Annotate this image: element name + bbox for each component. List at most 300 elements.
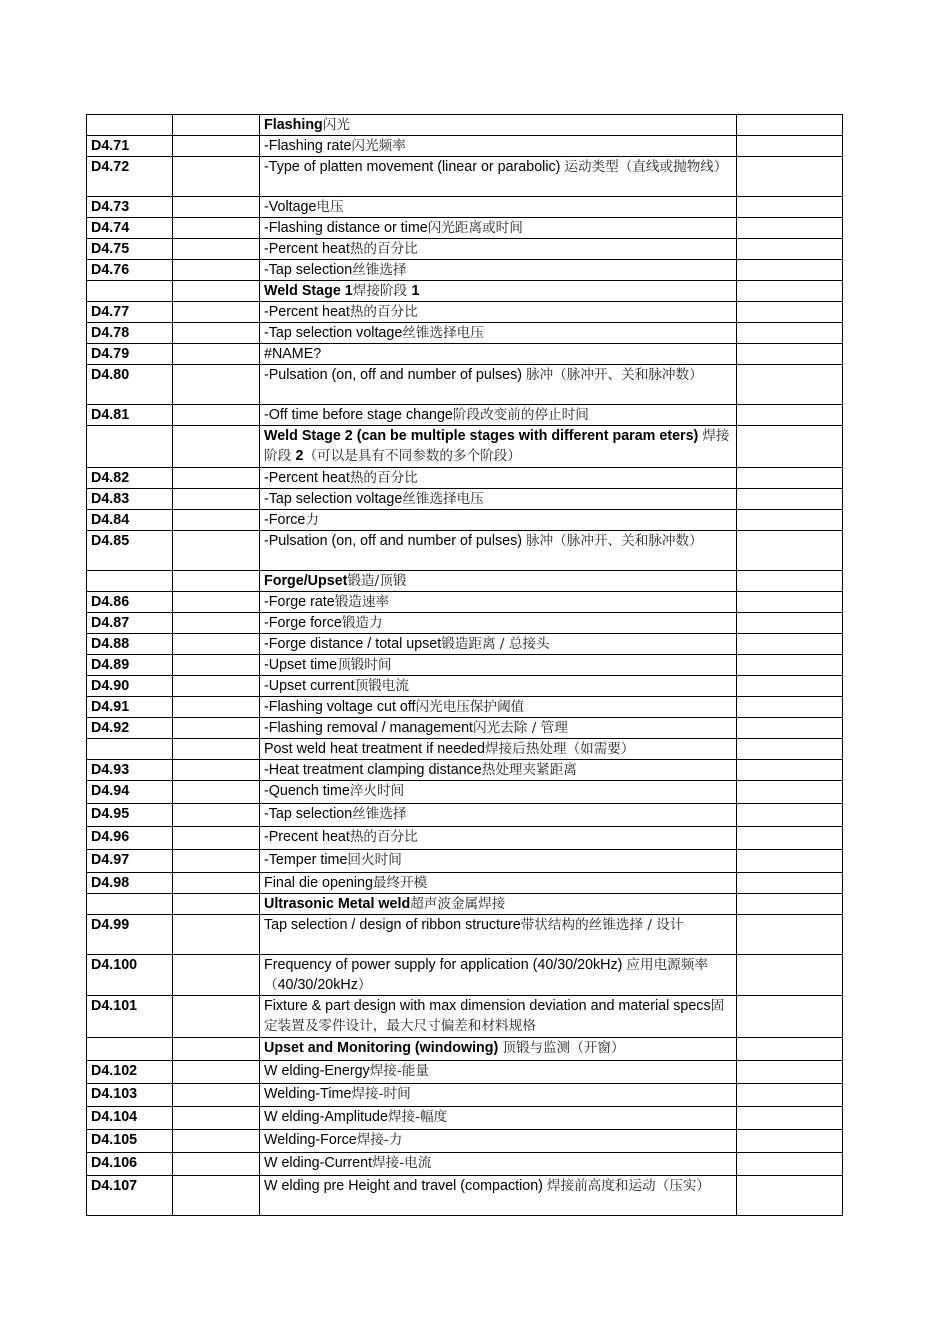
chinese-text: 热的百分比 [349,470,418,486]
item-code [87,1038,173,1061]
english-text: -Flashing removal / management [264,720,473,736]
empty-cell [737,827,843,850]
empty-cell [737,697,843,718]
item-code: D4.81 [87,405,173,426]
empty-cell [173,115,260,136]
empty-cell [173,613,260,634]
chinese-text: （可以是具有不同参数的多个阶段） [303,448,521,464]
item-description [260,323,737,344]
chinese-text: 丝锥选择电压 [402,325,484,341]
table-row [87,613,843,634]
english-text: Flashing [264,117,323,133]
english-text: -Flashing distance or time [264,220,428,236]
item-description [260,894,737,915]
table-row [87,850,843,873]
english-text: Welding-Time [264,1086,352,1102]
empty-cell [173,915,260,955]
item-description [260,760,737,781]
english-text: -Tap selection [264,262,353,278]
item-code: D4.96 [87,827,173,850]
empty-cell [737,1153,843,1176]
requirements-table [86,114,843,1216]
chinese-text: 最终开模 [372,875,428,891]
english-text: -Type of platten movement (linear or parabolic) [264,159,565,175]
chinese-text: 锻造速率 [334,594,390,610]
english-text: -Flashing rate [264,138,352,154]
empty-cell [173,323,260,344]
item-code: D4.99 [87,915,173,955]
english-text: -Heat treatment clamping distance [264,762,482,778]
empty-cell [173,344,260,365]
chinese-text: 顶锻时间 [337,657,392,673]
item-description [260,850,737,873]
empty-cell [173,804,260,827]
empty-cell [737,894,843,915]
empty-cell [737,365,843,405]
table-row [87,218,843,239]
english-text: Upset and Monitoring (windowing) [264,1040,503,1056]
item-description [260,827,737,850]
table-row [87,592,843,613]
english-text: -Forge distance / total upset [264,636,442,652]
item-description [260,739,737,760]
english-text: #NAME? [264,346,322,362]
table-row [87,894,843,915]
item-code: D4.97 [87,850,173,873]
english-text: Post weld heat treatment if needed [264,741,485,757]
empty-cell [173,197,260,218]
item-description [260,697,737,718]
empty-cell [173,531,260,571]
item-description [260,996,737,1038]
table-row [87,157,843,197]
item-description [260,531,737,571]
english-text: Ultrasonic Metal weld [264,896,411,912]
english-text: Welding-Force [264,1132,357,1148]
item-code: D4.91 [87,697,173,718]
table-row [87,1130,843,1153]
chinese-text: 闪光距离或时间 [427,220,523,236]
item-code: D4.78 [87,323,173,344]
english-text: -Forge rate [264,594,335,610]
chinese-text: 闪光频率 [351,138,406,154]
table-row [87,955,843,996]
item-code: D4.71 [87,136,173,157]
chinese-text: 应用电源频率（ [264,957,708,993]
item-code: D4.98 [87,873,173,894]
empty-cell [737,718,843,739]
empty-cell [173,655,260,676]
chinese-text: 顶锻电流 [354,678,409,694]
chinese-text: 顶锻与监测（开窗） [502,1040,625,1056]
item-description [260,634,737,655]
english-text: -Pulsation (on, off and number of pulses) [264,533,526,549]
item-code: D4.82 [87,468,173,489]
table-row [87,781,843,804]
table-row [87,697,843,718]
empty-cell [737,676,843,697]
empty-cell [173,405,260,426]
empty-cell [737,136,843,157]
empty-cell [173,634,260,655]
item-description [260,281,737,302]
english-text: -Upset time [264,657,338,673]
item-code: D4.107 [87,1176,173,1216]
empty-cell [737,760,843,781]
item-code: D4.73 [87,197,173,218]
table-row [87,344,843,365]
empty-cell [173,827,260,850]
empty-cell [173,468,260,489]
item-description [260,655,737,676]
item-code: D4.92 [87,718,173,739]
empty-cell [173,489,260,510]
item-description [260,239,737,260]
empty-cell [737,915,843,955]
english-text: -Upset current [264,678,355,694]
english-text: Frequency of power supply for application (40/30/20kHz) [264,957,627,973]
empty-cell [737,1038,843,1061]
english-text: -Pulsation (on, off and number of pulses) [264,367,526,383]
item-description [260,1038,737,1061]
table-row [87,531,843,571]
english-text: -Tap selection voltage [264,491,403,507]
empty-cell [173,955,260,996]
english-text: -Percent heat [264,241,350,257]
chinese-text: 焊接阶段 [352,283,412,299]
item-code: D4.89 [87,655,173,676]
item-code: D4.95 [87,804,173,827]
empty-cell [173,676,260,697]
chinese-text: 热的百分比 [349,241,418,257]
english-text: -Tap selection voltage [264,325,403,341]
table-row [87,197,843,218]
chinese-text: 焊接-幅度 [387,1109,448,1125]
chinese-text: 闪光 [322,117,350,133]
empty-cell [173,1038,260,1061]
english-text: Final die opening [264,875,373,891]
item-code: D4.93 [87,760,173,781]
empty-cell [173,850,260,873]
chinese-text: ） [357,977,372,993]
table-row [87,760,843,781]
item-description [260,344,737,365]
chinese-text: 丝锥选择 [352,262,407,278]
item-code: D4.77 [87,302,173,323]
chinese-text: 热处理夹紧距离 [481,762,577,778]
empty-cell [737,571,843,592]
chinese-text: 带状结构的丝锥选择 / 设计 [520,917,684,933]
empty-cell [737,655,843,676]
empty-cell [737,239,843,260]
empty-cell [737,344,843,365]
item-description [260,1084,737,1107]
english-text: Tap selection / design of ribbon structure [264,917,521,933]
item-code: D4.74 [87,218,173,239]
table-row [87,281,843,302]
item-description [260,510,737,531]
empty-cell [173,739,260,760]
empty-cell [173,1153,260,1176]
item-code [87,426,173,468]
english-text: -Tap selection [264,806,353,822]
table-row [87,873,843,894]
english-text: W elding-Amplitude [264,1109,388,1125]
chinese-text: 焊接-时间 [351,1086,411,1102]
table-row [87,302,843,323]
empty-cell [737,634,843,655]
english-text: W elding-Energy [264,1063,370,1079]
empty-cell [737,996,843,1038]
item-code: D4.106 [87,1153,173,1176]
empty-cell [737,613,843,634]
item-description [260,136,737,157]
chinese-text: 锻造/顶锻 [347,573,407,589]
item-code: D4.86 [87,592,173,613]
empty-cell [737,850,843,873]
empty-cell [737,1084,843,1107]
empty-cell [737,873,843,894]
chinese-text: 闪光去除 / 管理 [473,720,568,736]
item-description [260,592,737,613]
empty-cell [173,1107,260,1130]
item-description [260,197,737,218]
item-code [87,571,173,592]
chinese-text: 淬火时间 [349,783,405,799]
item-code: D4.102 [87,1061,173,1084]
item-code: D4.100 [87,955,173,996]
chinese-text: 脉冲（脉冲开、关和脉冲数） [526,533,703,549]
empty-cell [173,218,260,239]
table-row [87,1176,843,1216]
table-row [87,1084,843,1107]
empty-cell [173,136,260,157]
table-row [87,405,843,426]
empty-cell [737,592,843,613]
item-code: D4.72 [87,157,173,197]
chinese-text: 锻造距离 / 总接头 [441,636,550,652]
item-description [260,676,737,697]
item-description [260,157,737,197]
chinese-text: 运动类型（直线或抛物线） [564,159,728,175]
empty-cell [737,115,843,136]
item-description [260,1107,737,1130]
table-row [87,510,843,531]
english-text: Weld Stage 2 (can be multiple stages with different param eters) [264,428,703,444]
english-text: W elding-Current [264,1155,373,1171]
table-row [87,634,843,655]
empty-cell [173,1130,260,1153]
empty-cell [173,1061,260,1084]
table-row [87,1061,843,1084]
item-code: D4.90 [87,676,173,697]
table-row [87,239,843,260]
english-text: -Temper time [264,852,348,868]
item-description [260,915,737,955]
english-text: W elding pre Height and travel (compaction) [264,1178,547,1194]
empty-cell [737,1107,843,1130]
empty-cell [173,260,260,281]
table-row [87,676,843,697]
empty-cell [173,571,260,592]
english-text: -Forge force [264,615,342,631]
item-code: D4.79 [87,344,173,365]
empty-cell [737,426,843,468]
empty-cell [737,281,843,302]
empty-cell [737,489,843,510]
empty-cell [737,468,843,489]
english-text: Fixture & part design with max dimension deviation and material specs [264,998,711,1014]
chinese-text: 焊接-力 [356,1132,403,1148]
chinese-text: 阶段改变前的停止时间 [452,407,589,423]
empty-cell [737,1130,843,1153]
table-row [87,323,843,344]
item-description [260,489,737,510]
empty-cell [737,157,843,197]
item-description [260,718,737,739]
item-code: D4.76 [87,260,173,281]
chinese-text: 脉冲（脉冲开、关和脉冲数） [526,367,703,383]
empty-cell [173,302,260,323]
table-row [87,655,843,676]
item-code [87,894,173,915]
empty-cell [737,302,843,323]
table-row [87,489,843,510]
empty-cell [737,739,843,760]
item-description [260,302,737,323]
chinese-text: 力 [305,512,319,528]
empty-cell [737,531,843,571]
empty-cell [737,955,843,996]
empty-cell [173,592,260,613]
empty-cell [173,426,260,468]
table-row [87,804,843,827]
empty-cell [173,781,260,804]
item-description [260,804,737,827]
empty-cell [173,718,260,739]
empty-cell [737,197,843,218]
english-text: 40/30/20kHz [277,977,358,993]
table-row [87,115,843,136]
empty-cell [737,218,843,239]
empty-cell [173,760,260,781]
table-row [87,1153,843,1176]
empty-cell [173,697,260,718]
english-text: -Quench time [264,783,350,799]
english-text: -Percent heat [264,470,350,486]
item-code: D4.105 [87,1130,173,1153]
english-text: -Precent heat [264,829,350,845]
table-row [87,996,843,1038]
item-code: D4.83 [87,489,173,510]
english-text: Forge/Upset [264,573,348,589]
empty-cell [173,894,260,915]
english-text: -Force [264,512,306,528]
table-row [87,718,843,739]
chinese-text: 电压 [316,199,344,215]
table-row [87,136,843,157]
table-body [87,115,843,1216]
table-row [87,1107,843,1130]
item-code: D4.87 [87,613,173,634]
chinese-text: 丝锥选择 [352,806,407,822]
item-description [260,1130,737,1153]
item-description [260,115,737,136]
empty-cell [737,323,843,344]
chinese-text: 热的百分比 [349,829,418,845]
item-description [260,365,737,405]
empty-cell [737,1061,843,1084]
chinese-text: 焊接阶段 [264,428,730,464]
empty-cell [173,1176,260,1216]
empty-cell [737,260,843,281]
english-text: -Percent heat [264,304,350,320]
empty-cell [173,996,260,1038]
chinese-text: 闪光电压保护阈值 [415,699,525,715]
item-description [260,260,737,281]
item-description [260,405,737,426]
item-code: D4.84 [87,510,173,531]
empty-cell [737,510,843,531]
empty-cell [173,157,260,197]
item-description [260,1176,737,1216]
table-row [87,1038,843,1061]
table-row [87,260,843,281]
item-code: D4.94 [87,781,173,804]
item-description [260,873,737,894]
chinese-text: 热的百分比 [349,304,418,320]
empty-cell [173,281,260,302]
table-row [87,426,843,468]
item-code: D4.85 [87,531,173,571]
chinese-text: 超声波金属焊接 [410,896,506,912]
chinese-text: 锻造力 [341,615,383,631]
chinese-text: 焊接-能量 [369,1063,429,1079]
item-description [260,1153,737,1176]
table-row [87,468,843,489]
item-code [87,281,173,302]
empty-cell [737,405,843,426]
chinese-text: 焊接-电流 [372,1155,432,1171]
chinese-text: 丝锥选择电压 [402,491,484,507]
empty-cell [173,510,260,531]
item-description [260,571,737,592]
english-text: -Flashing voltage cut off [264,699,416,715]
empty-cell [737,804,843,827]
english-text: -Off time before stage change [264,407,453,423]
item-code: D4.75 [87,239,173,260]
table-row [87,571,843,592]
english-text: 1 [411,283,420,299]
english-text: -Voltage [264,199,317,215]
item-code: D4.103 [87,1084,173,1107]
item-description [260,218,737,239]
item-description [260,781,737,804]
empty-cell [173,873,260,894]
empty-cell [173,365,260,405]
item-code: D4.101 [87,996,173,1038]
item-code: D4.80 [87,365,173,405]
chinese-text: 固定装置及零件设计，最大尺寸偏差和材料规格 [264,998,725,1034]
table-row [87,739,843,760]
empty-cell [173,239,260,260]
english-text: 2 [295,448,304,464]
empty-cell [737,781,843,804]
item-description [260,468,737,489]
table-row [87,365,843,405]
chinese-text: 回火时间 [347,852,402,868]
item-code: D4.104 [87,1107,173,1130]
